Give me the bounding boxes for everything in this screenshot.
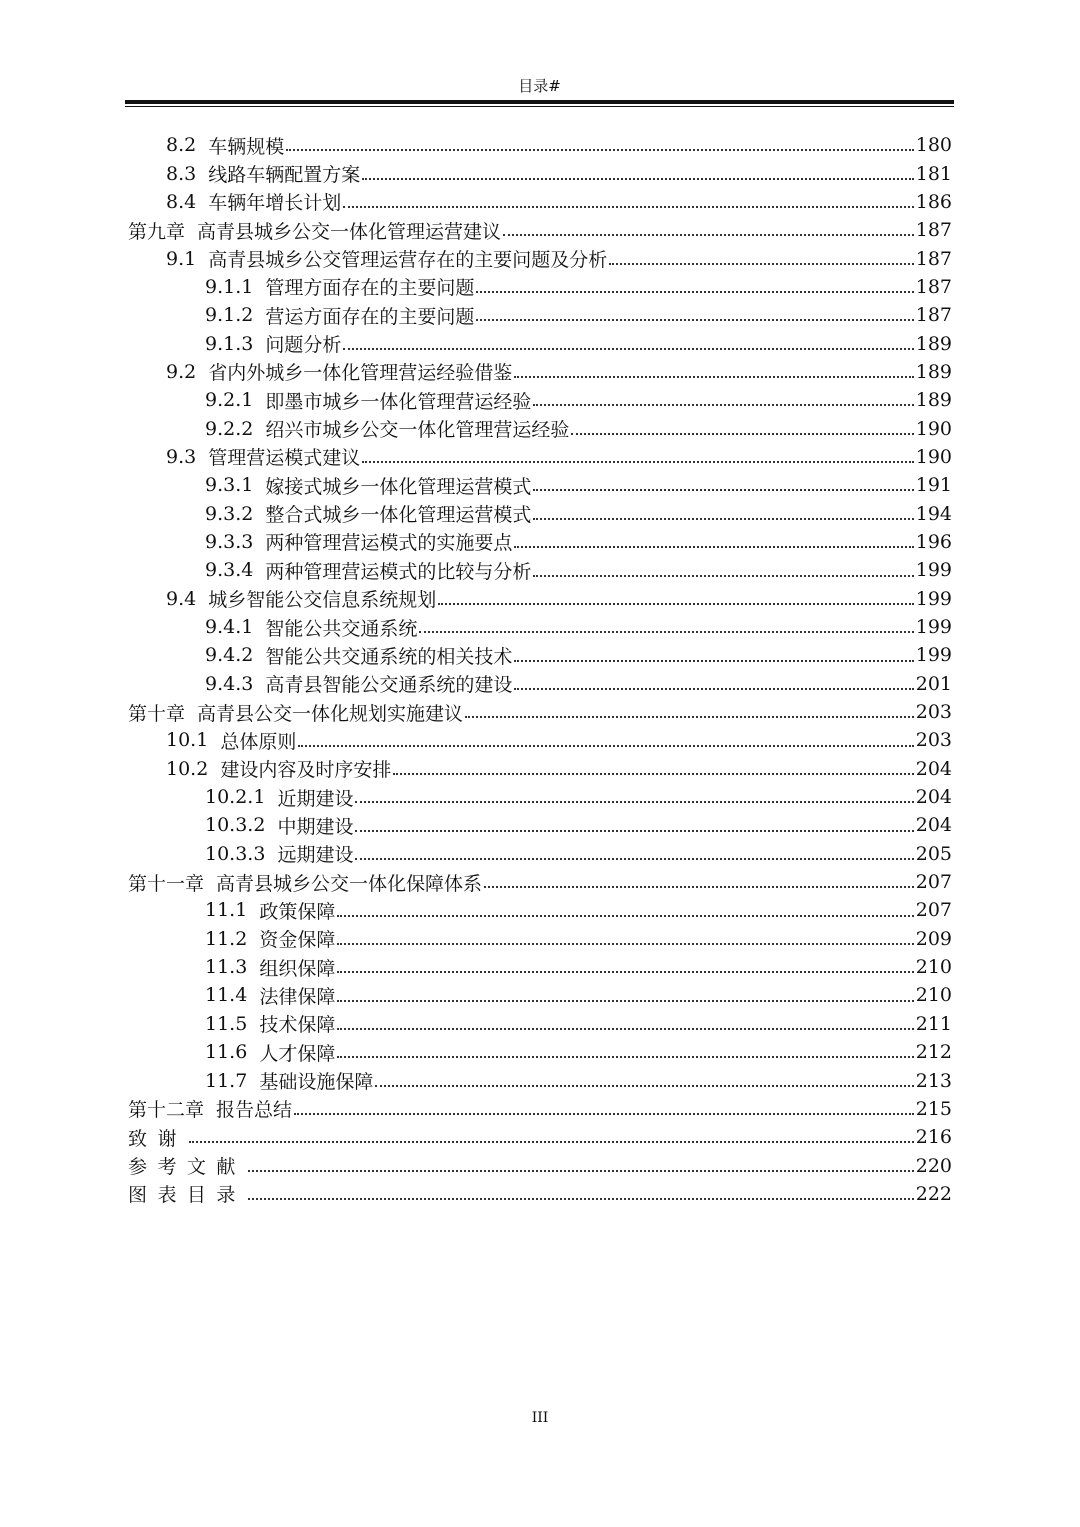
toc-entry-number: 9.2 xyxy=(166,360,197,383)
toc-entry[interactable] xyxy=(128,585,952,613)
toc-entry[interactable] xyxy=(128,1151,952,1179)
toc-entry-number: 9.3.4 xyxy=(205,559,254,582)
toc-entry-title: 嫁接式城乡一体化管理运营模式 xyxy=(265,475,532,498)
toc-entry-page: 196 xyxy=(915,530,952,553)
toc-entry-page: 220 xyxy=(915,1154,952,1177)
toc-dot-leader xyxy=(343,205,914,208)
toc-entry-number: 9.4.2 xyxy=(205,644,254,667)
toc-entry[interactable] xyxy=(128,273,952,301)
toc-entry-number: 9.4.3 xyxy=(205,672,254,695)
toc-entry-page: 209 xyxy=(915,927,952,950)
toc-dot-leader xyxy=(476,318,913,321)
toc-entry-number: 10.2 xyxy=(166,757,209,780)
toc-entry-page: 189 xyxy=(915,389,952,412)
toc-entry-number: 第九章 xyxy=(128,220,186,243)
toc-entry-page: 181 xyxy=(915,162,952,185)
toc-entry-page: 205 xyxy=(915,842,952,865)
toc-dot-leader xyxy=(533,403,913,406)
toc-entry-page: 203 xyxy=(915,729,952,752)
toc-entry[interactable] xyxy=(128,471,952,499)
toc-entry-title: 资金保障 xyxy=(259,929,336,952)
toc-entry-title: 中期建设 xyxy=(277,815,354,838)
toc-dot-leader xyxy=(438,602,914,605)
toc-entry-title: 智能公共交通系统 xyxy=(265,617,418,640)
toc-dot-leader xyxy=(294,1112,914,1115)
toc-entry-number: 第十章 xyxy=(128,702,186,725)
toc-entry-title: 远期建设 xyxy=(277,844,354,867)
header-rule-thin xyxy=(125,106,954,107)
toc-entry-number: 11.5 xyxy=(205,1012,248,1035)
toc-dot-leader xyxy=(355,857,913,860)
toc-entry-number: 9.4 xyxy=(166,587,197,610)
toc-entry-page: 210 xyxy=(915,984,952,1007)
toc-entry-number: 9.3.2 xyxy=(205,502,254,525)
toc-dot-leader xyxy=(484,885,914,888)
toc-entry[interactable] xyxy=(128,953,952,981)
toc-entry-title: 人才保障 xyxy=(259,1042,336,1065)
toc-entry-page: 189 xyxy=(915,332,952,355)
toc-entry-title: 高青县城乡公交一体化保障体系 xyxy=(216,872,483,895)
toc-entry-number: 第十二章 xyxy=(128,1099,205,1122)
toc-entry-number: 第十一章 xyxy=(128,872,205,895)
toc-entry-page: 199 xyxy=(915,587,952,610)
toc-entry-title: 绍兴市城乡公交一体化管理营运经验 xyxy=(265,419,570,442)
toc-entry-number: 9.1 xyxy=(166,247,197,270)
page-header-title: 目录# xyxy=(518,77,561,95)
toc-dot-leader xyxy=(503,233,914,236)
toc-entry-title: 管理营运模式建议 xyxy=(208,447,361,470)
page-number: III xyxy=(531,1410,549,1426)
toc-entry-page: 180 xyxy=(915,134,952,157)
toc-entry-title: 组织保障 xyxy=(259,957,336,980)
toc-dot-leader xyxy=(609,262,914,265)
toc-entry-number: 9.1.2 xyxy=(205,304,254,327)
toc-entry-title: 基础设施保障 xyxy=(259,1071,374,1094)
toc-dot-leader xyxy=(355,800,913,803)
toc-entry-page: 204 xyxy=(915,757,952,780)
toc-entry-title: 总体原则 xyxy=(220,730,297,753)
toc-entry-page: 207 xyxy=(915,871,952,894)
toc-entry-number: 11.3 xyxy=(205,956,248,979)
toc-entry-number: 10.3.2 xyxy=(205,814,266,837)
toc-entry-title: 参考文献 xyxy=(128,1156,246,1179)
toc-entry-title: 技术保障 xyxy=(259,1014,336,1037)
toc-dot-leader xyxy=(248,1169,914,1172)
toc-entry-page: 190 xyxy=(915,417,952,440)
toc-dot-leader xyxy=(362,177,914,180)
toc-entry[interactable] xyxy=(128,896,952,924)
toc-entry-number: 11.2 xyxy=(205,927,248,950)
toc-entry[interactable] xyxy=(128,499,952,527)
toc-entry-title: 建设内容及时序安排 xyxy=(220,759,392,782)
toc-dot-leader xyxy=(337,1027,913,1030)
toc-entry-number: 11.4 xyxy=(205,984,248,1007)
toc-entry-number: 9.1.3 xyxy=(205,332,254,355)
toc-entry-page: 187 xyxy=(915,304,952,327)
toc-entry-number: 9.3.1 xyxy=(205,474,254,497)
toc-entry[interactable] xyxy=(128,329,952,357)
toc-entry-page: 194 xyxy=(915,502,952,525)
toc-entry[interactable] xyxy=(128,443,952,471)
toc-entry-page: 203 xyxy=(915,701,952,724)
toc-entry[interactable] xyxy=(128,301,952,329)
toc-entry[interactable] xyxy=(128,216,952,244)
toc-entry[interactable] xyxy=(128,1066,952,1094)
toc-dot-leader xyxy=(337,999,913,1002)
toc-entry-page: 213 xyxy=(915,1069,952,1092)
toc-entry-title: 城乡智能公交信息系统规划 xyxy=(208,589,437,612)
toc-entry[interactable] xyxy=(128,188,952,216)
toc-dot-leader xyxy=(533,517,913,520)
toc-entry-title: 线路车辆配置方案 xyxy=(208,164,361,187)
toc-dot-leader xyxy=(337,970,913,973)
toc-entry[interactable] xyxy=(128,641,952,669)
table-of-contents xyxy=(128,131,952,1208)
toc-entry-title: 即墨市城乡一体化管理营运经验 xyxy=(265,390,532,413)
toc-entry-title: 整合式城乡一体化管理运营模式 xyxy=(265,504,532,527)
toc-entry[interactable] xyxy=(128,981,952,1009)
toc-entry[interactable] xyxy=(128,868,952,896)
toc-entry[interactable] xyxy=(128,670,952,698)
toc-entry-number: 9.2.1 xyxy=(205,389,254,412)
toc-entry-page: 199 xyxy=(915,644,952,667)
toc-entry-title: 车辆年增长计划 xyxy=(208,192,342,215)
toc-entry-title: 问题分析 xyxy=(265,334,342,357)
toc-dot-leader xyxy=(514,659,913,662)
toc-entry[interactable] xyxy=(128,244,952,272)
toc-entry-page: 210 xyxy=(915,956,952,979)
toc-dot-leader xyxy=(514,545,913,548)
toc-entry[interactable] xyxy=(128,1180,952,1208)
toc-entry-page: 189 xyxy=(915,360,952,383)
toc-entry-title: 高青县智能公交通系统的建设 xyxy=(265,674,513,697)
toc-entry-page: 204 xyxy=(915,786,952,809)
toc-entry[interactable] xyxy=(128,698,952,726)
toc-entry-number: 11.7 xyxy=(205,1069,248,1092)
toc-dot-leader xyxy=(337,914,913,917)
toc-entry[interactable] xyxy=(128,925,952,953)
toc-dot-leader xyxy=(362,460,914,463)
toc-entry-number: 10.2.1 xyxy=(205,786,266,809)
toc-entry-page: 190 xyxy=(915,445,952,468)
toc-entry[interactable] xyxy=(128,840,952,868)
toc-entry-number: 8.2 xyxy=(166,134,197,157)
toc-entry-number: 9.4.1 xyxy=(205,616,254,639)
toc-entry[interactable] xyxy=(128,358,952,386)
toc-entry-page: 222 xyxy=(915,1182,952,1205)
toc-entry-page: 204 xyxy=(915,814,952,837)
toc-dot-leader xyxy=(514,375,914,378)
toc-entry-number: 9.3 xyxy=(166,445,197,468)
toc-entry-title: 致谢 xyxy=(128,1127,187,1150)
toc-entry[interactable] xyxy=(128,386,952,414)
toc-entry-page: 211 xyxy=(915,1012,952,1035)
toc-entry[interactable] xyxy=(128,414,952,442)
toc-entry[interactable] xyxy=(128,1010,952,1038)
toc-entry[interactable] xyxy=(128,613,952,641)
toc-entry-page: 187 xyxy=(915,219,952,242)
toc-dot-leader xyxy=(514,687,913,690)
toc-entry-title: 省内外城乡一体化管理营运经验借鉴 xyxy=(208,362,513,385)
toc-entry-title: 法律保障 xyxy=(259,985,336,1008)
toc-entry-page: 212 xyxy=(915,1041,952,1064)
toc-entry[interactable] xyxy=(128,811,952,839)
toc-entry-page: 207 xyxy=(915,899,952,922)
toc-entry-page: 186 xyxy=(915,190,952,213)
toc-entry-number: 9.1.1 xyxy=(205,275,254,298)
toc-dot-leader xyxy=(476,290,913,293)
toc-dot-leader xyxy=(465,715,914,718)
toc-dot-leader xyxy=(393,772,913,775)
toc-entry-page: 216 xyxy=(915,1126,952,1149)
toc-entry-title: 高青县城乡公交一体化管理运营建议 xyxy=(197,220,502,243)
toc-dot-leader xyxy=(286,148,914,151)
toc-entry[interactable] xyxy=(128,159,952,187)
toc-entry-title: 近期建设 xyxy=(277,787,354,810)
toc-entry[interactable] xyxy=(128,1123,952,1151)
toc-entry-page: 191 xyxy=(915,474,952,497)
toc-entry-title: 政策保障 xyxy=(259,900,336,923)
toc-entry-page: 201 xyxy=(915,672,952,695)
toc-entry-number: 11.6 xyxy=(205,1041,248,1064)
toc-entry-number: 8.4 xyxy=(166,190,197,213)
toc-dot-leader xyxy=(337,942,913,945)
toc-entry-page: 199 xyxy=(915,616,952,639)
toc-entry-title: 营运方面存在的主要问题 xyxy=(265,305,475,328)
toc-entry-page: 215 xyxy=(915,1097,952,1120)
toc-entry-number: 9.2.2 xyxy=(205,417,254,440)
toc-entry-title: 两种管理营运模式的比较与分析 xyxy=(265,560,532,583)
toc-entry-title: 智能公共交通系统的相关技术 xyxy=(265,645,513,668)
toc-entry[interactable] xyxy=(128,556,952,584)
toc-entry-title: 图表目录 xyxy=(128,1184,246,1207)
toc-entry-page: 187 xyxy=(915,275,952,298)
toc-entry[interactable] xyxy=(128,755,952,783)
toc-entry-title: 高青县公交一体化规划实施建议 xyxy=(197,702,464,725)
toc-dot-leader xyxy=(298,744,913,747)
toc-entry[interactable] xyxy=(128,131,952,159)
toc-dot-leader xyxy=(375,1084,913,1087)
toc-dot-leader xyxy=(571,432,913,435)
toc-entry[interactable] xyxy=(128,726,952,754)
toc-entry-number: 10.1 xyxy=(166,729,209,752)
toc-entry[interactable] xyxy=(128,783,952,811)
toc-dot-leader xyxy=(189,1140,914,1143)
toc-entry[interactable] xyxy=(128,1038,952,1066)
toc-entry-title: 车辆规模 xyxy=(208,135,285,158)
toc-entry[interactable] xyxy=(128,528,952,556)
toc-entry-title: 管理方面存在的主要问题 xyxy=(265,277,475,300)
toc-dot-leader xyxy=(533,488,913,491)
toc-entry-number: 11.1 xyxy=(205,899,248,922)
toc-entry-number: 8.3 xyxy=(166,162,197,185)
toc-entry-page: 199 xyxy=(915,559,952,582)
toc-entry-number: 9.3.3 xyxy=(205,530,254,553)
header-rule-thick xyxy=(125,100,954,104)
toc-dot-leader xyxy=(337,1055,913,1058)
toc-entry-page: 187 xyxy=(915,247,952,270)
toc-entry-title: 高青县城乡公交管理运营存在的主要问题及分析 xyxy=(208,249,608,272)
toc-entry-title: 报告总结 xyxy=(216,1099,293,1122)
toc-dot-leader xyxy=(355,829,913,832)
toc-entry-title: 两种管理营运模式的实施要点 xyxy=(265,532,513,555)
toc-dot-leader xyxy=(343,347,913,350)
toc-entry-number: 10.3.3 xyxy=(205,842,266,865)
toc-entry[interactable] xyxy=(128,1095,952,1123)
toc-dot-leader xyxy=(419,630,913,633)
toc-dot-leader xyxy=(533,574,913,577)
toc-dot-leader xyxy=(248,1197,914,1200)
